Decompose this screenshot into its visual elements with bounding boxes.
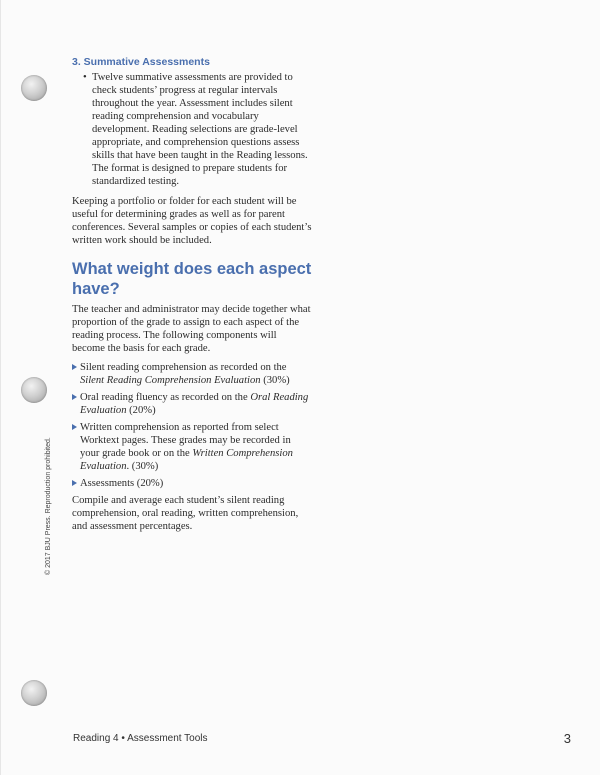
binder-hole-icon	[21, 680, 47, 706]
footer-separator: •	[121, 733, 125, 744]
item-percent: (30%)	[260, 375, 290, 386]
item-text: Oral reading fluency as recorded on the	[80, 392, 251, 403]
section-heading: 3. Summative Assessments	[72, 56, 210, 68]
triangle-bullet-icon	[72, 364, 77, 370]
weight-list	[72, 361, 312, 490]
portfolio-paragraph: Keeping a portfolio or folder for each student will be useful for determining grades as well as for parent conferences. Several samples or copies of each student’s written work should be included.	[72, 196, 312, 246]
footer-section: Assessment Tools	[127, 733, 208, 744]
footer	[73, 733, 208, 744]
triangle-bullet-icon	[72, 424, 77, 430]
item-title: Written Comprehension Evaluation	[80, 448, 293, 472]
page-number: 3	[563, 731, 571, 746]
main-content	[72, 56, 312, 533]
item-text: Assessments (20%)	[80, 478, 164, 489]
binder-hole-icon	[21, 377, 47, 403]
list-item	[72, 361, 312, 387]
copyright-notice: © 2017 BJU Press. Reproduction prohibited.	[45, 437, 52, 575]
item-percent: (20%)	[126, 405, 156, 416]
bullet-icon: •	[83, 72, 87, 83]
item-title: Silent Reading Comprehension Evaluation	[80, 375, 261, 386]
list-item	[72, 477, 312, 490]
weight-heading: What weight does each aspect have?	[72, 260, 312, 298]
weight-intro: The teacher and administrator may decide together what proportion of the grade to assign to each aspect of the reading process. The following components will become the basis for each grade.	[72, 304, 311, 354]
closing-paragraph: Compile and average each student’s silent reading comprehension, oral reading, written comprehension, and assessment percentages.	[72, 495, 299, 532]
triangle-bullet-icon	[72, 480, 77, 486]
binder-hole-icon	[21, 75, 47, 101]
item-text: Silent reading comprehension as recorded on the	[80, 362, 287, 373]
item-percent: . (30%)	[126, 461, 159, 472]
triangle-bullet-icon	[72, 394, 77, 400]
list-item	[72, 421, 312, 473]
footer-book: Reading 4	[73, 733, 119, 744]
list-item	[72, 391, 312, 417]
bullet-text: Twelve summative assessments are provided to check students’ progress at regular intervals throughout the year. Assessment includes silent reading comprehension and vocabulary development. Reading selections are grade-level appropriate, and comprehension questions assess skills that have been taught in the Reading lessons. The format is designed to prepare students for standardized testing.	[92, 72, 308, 187]
bullet-item	[84, 71, 312, 188]
item-text: Written comprehension as reported from select Worktext pages. These grades may be recorded in your grade book or on the	[80, 422, 291, 459]
item-title: Oral Reading Evaluation	[80, 392, 309, 416]
